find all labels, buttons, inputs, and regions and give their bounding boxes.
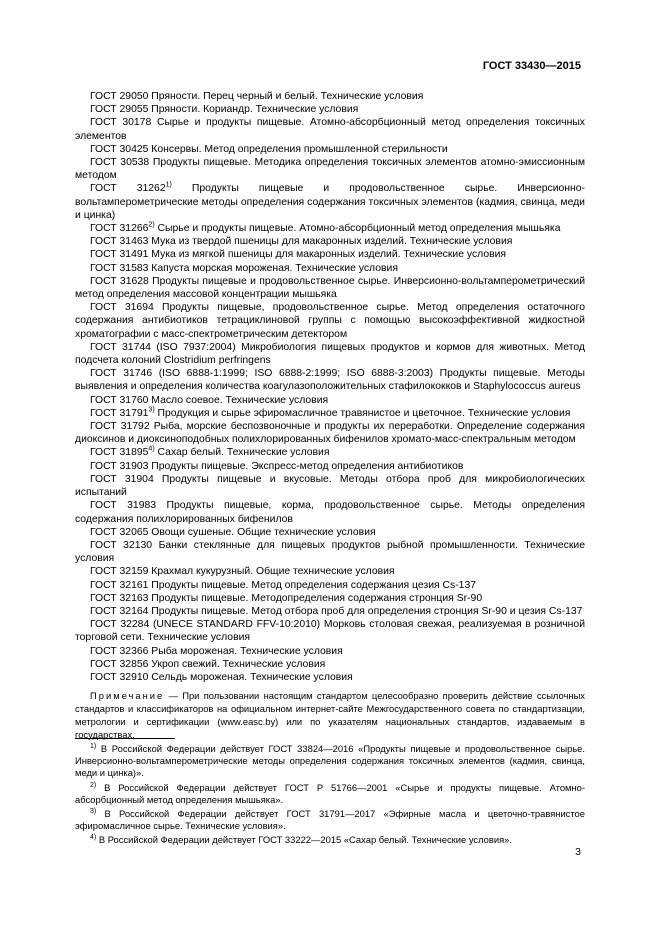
reference-entry (75, 526, 585, 539)
footnote (75, 834, 585, 846)
entry-text: ГОСТ 29050 Пряности. Перец черный и белый. Технические условия (90, 91, 424, 102)
entry-text: ГОСТ 31983 Продукты пищевые, корма, продовольственное сырье. Методы определения содержания полихлорированных бифенилов (75, 500, 585, 525)
reference-entry (75, 473, 585, 499)
entry-text: ГОСТ 30178 Сырье и продукты пищевые. Атомно-абсорбционный метод определения токсичных элементов (75, 117, 585, 142)
reference-entry (75, 262, 585, 275)
reference-entry (75, 658, 585, 671)
footnote-mark: 3) (90, 807, 97, 815)
reference-entry (75, 671, 585, 684)
entry-designation: ГОСТ 31895 (90, 447, 149, 459)
entry-text: ГОСТ 32856 Укроп свежий. Технические условия (90, 658, 326, 670)
entry-text: ГОСТ 32130 Банки стеклянные для пищевых продуктов рыбной промышленности. Технические условия (75, 539, 585, 565)
reference-entry (75, 90, 585, 103)
reference-entry (75, 539, 585, 565)
footnote-mark: 2) (90, 781, 97, 789)
note-paragraph (75, 690, 585, 741)
entry-text: ГОСТ 31792 Рыба, морские беспозвоночные и продукты их переработки. Определение содержания диоксинов и диоксиноподобных полихлорированных бифенилов хромато-масс-спектральным методом (75, 421, 585, 446)
entry-text: ГОСТ 32159 Крахмал кукурузный. Общие технические условия (90, 566, 395, 578)
entry-text: ГОСТ 31746 (ISO 6888-1:1999; ISO 6888-2:1999; ISO 6888-3:2003) Продукты пищевые. Методы выявления и определения количества коагулазоположительных стафилококков и Staphylococcus aureus (75, 368, 585, 393)
note-label: Примечание (90, 690, 165, 702)
entries-container (75, 90, 585, 684)
footnote (75, 743, 585, 780)
footnotes (75, 743, 585, 849)
references-list (75, 90, 585, 741)
entry-text: ГОСТ 32163 Продукты пищевые. Методопределения содержания стронция Sr-90 (90, 592, 483, 604)
entry-text: Продукция и сырье эфиромасличное травянистое и цветочное. Технические условия (154, 407, 571, 419)
standard-designation: ГОСТ 33430—2015 (482, 60, 581, 72)
reference-entry (75, 222, 585, 235)
entry-text: ГОСТ 31904 Продукты пищевые и вкусовые. Методы отбора проб для микробиологических испытаний (75, 473, 585, 499)
entry-text: ГОСТ 32161 Продукты пищевые. Метод определения содержания цезия Cs-137 (90, 579, 477, 591)
reference-entry (75, 394, 585, 407)
reference-entry (75, 499, 585, 525)
reference-entry (75, 182, 585, 222)
reference-entry (75, 446, 585, 459)
footnote-ref: 2) (148, 221, 155, 229)
entry-text: ГОСТ 31491 Мука из мягкой пшеницы для макаронных изделий. Технические условия (90, 249, 507, 261)
footnote (75, 782, 585, 806)
reference-entry (75, 592, 585, 605)
entry-text: ГОСТ 31760 Масло соевое. Технические условия (90, 394, 329, 406)
entry-text: Сырье и продукты пищевые. Атомно-абсорбционный метод определения мышьяка (154, 223, 561, 235)
entry-text: ГОСТ 31628 Продукты пищевые и продовольственное сырье. Инверсионно-вольтамперометрический метод определения массовой концентрации мышьяка (75, 275, 585, 301)
reference-entry (75, 460, 585, 473)
reference-entry (75, 618, 585, 644)
reference-entry (75, 341, 585, 367)
reference-entry (75, 579, 585, 592)
footnote-ref: 3) (148, 406, 155, 414)
footnote-mark: 1) (90, 742, 97, 750)
entry-text: ГОСТ 32065 Овощи сушеные. Общие технические условия (90, 526, 376, 538)
entry-text: ГОСТ 31583 Капуста морская мороженая. Технические условия (90, 262, 398, 274)
footnote-ref: 4) (148, 446, 155, 454)
entry-text: ГОСТ 31463 Мука из твердой пшеницы для макаронных изделий. Технические условия (90, 236, 513, 248)
reference-entry (75, 103, 585, 116)
note-text: — При пользовании настоящим стандартом целесообразно проверить действие ссылочных стандартов и классификаторов на официальном интернет-сайте Межгосударственного совета по стандартизации, метрологии и сертификации (www.easc.by) или по указателям национальных стандартов, издаваемым в государствах, (75, 690, 585, 740)
page-number: 3 (575, 846, 581, 858)
reference-entry (75, 275, 585, 301)
footnote (75, 808, 585, 832)
entry-text: Продукты пищевые и продовольственное сырье. Инверсионно-вольтамперометрические методы определения содержания токсичных элементов (кадмия, свинца, меди и цинка) (75, 183, 586, 221)
entry-text: ГОСТ 31903 Продукты пищевые. Экспресс-метод определения антибиотиков (90, 460, 464, 472)
reference-entry (75, 565, 585, 578)
entry-text: ГОСТ 32164 Продукты пищевые. Метод отбора проб для определения стронция Sr-90 и цезия Cs-137 (90, 605, 583, 617)
reference-entry (75, 301, 585, 341)
reference-entry (75, 367, 585, 393)
entry-text: ГОСТ 31744 (ISO 7937:2004) Микробиология пищевых продуктов и кормов для животных. Метод подсчета колоний Clostridium perfringens (75, 341, 585, 367)
entry-text: Сахар белый. Технические условия (154, 447, 330, 459)
footnote-ref: 1) (165, 181, 172, 189)
footnote-separator (75, 738, 175, 739)
footnote-text: В Российской Федерации действует ГОСТ Р 51766—2001 «Сырье и продукты пищевые. Атомно-абсорбционный метод определения мышьяка». (75, 781, 585, 805)
footnote-text: В Российской Федерации действует ГОСТ 31791—2017 «Эфирные масла и цветочно-травянистое эфиромасличное сырье. Технические условия». (75, 808, 585, 832)
entry-text: ГОСТ 32284 (UNECE STANDARD FFV-10:2010) Морковь столовая свежая, реализуемая в розничной торговой сети. Технические условия (75, 619, 585, 644)
footnote-text: В Российской Федерации действует ГОСТ 33824—2016 «Продукты пищевые и продовольственное сырье. Инверсионно-вольтамперометрические методы определения содержания токсичных элементов (кадмия, свинца, меди и цинка)». (75, 743, 585, 779)
reference-entry (75, 407, 585, 420)
entry-text: ГОСТ 32366 Рыба мороженая. Технические условия (90, 645, 343, 657)
footnote-text: В Российской Федерации действует ГОСТ 33222—2015 «Сахар белый. Технические условия». (96, 834, 513, 846)
footnote-mark: 4) (90, 834, 97, 842)
reference-entry (75, 420, 585, 446)
entry-text: ГОСТ 29055 Пряности. Кориандр. Технические условия (90, 104, 359, 116)
reference-entry (75, 143, 585, 156)
entry-text: ГОСТ 31694 Продукты пищевые, продовольственное сырье. Метод определения остаточного содержания антибиотиков тетрациклиновой группы с помощью высокоэффективной жидкостной хроматографии с масс-спектрометрическим детектором (75, 302, 585, 340)
reference-entry (75, 605, 585, 618)
entry-designation: ГОСТ 31262 (90, 183, 166, 195)
entry-designation: ГОСТ 31266 (90, 223, 149, 235)
entry-designation: ГОСТ 31791 (90, 407, 149, 419)
reference-entry (75, 248, 585, 261)
entry-text: ГОСТ 30425 Консервы. Метод определения промышленной стерильности (90, 143, 448, 155)
reference-entry (75, 645, 585, 658)
entry-text: ГОСТ 32910 Сельдь мороженая. Технические условия (90, 671, 353, 683)
reference-entry (75, 116, 585, 142)
reference-entry (75, 156, 585, 182)
reference-entry (75, 235, 585, 248)
entry-text: ГОСТ 30538 Продукты пищевые. Методика определения токсичных элементов атомно-эмиссионным методом (75, 157, 585, 182)
